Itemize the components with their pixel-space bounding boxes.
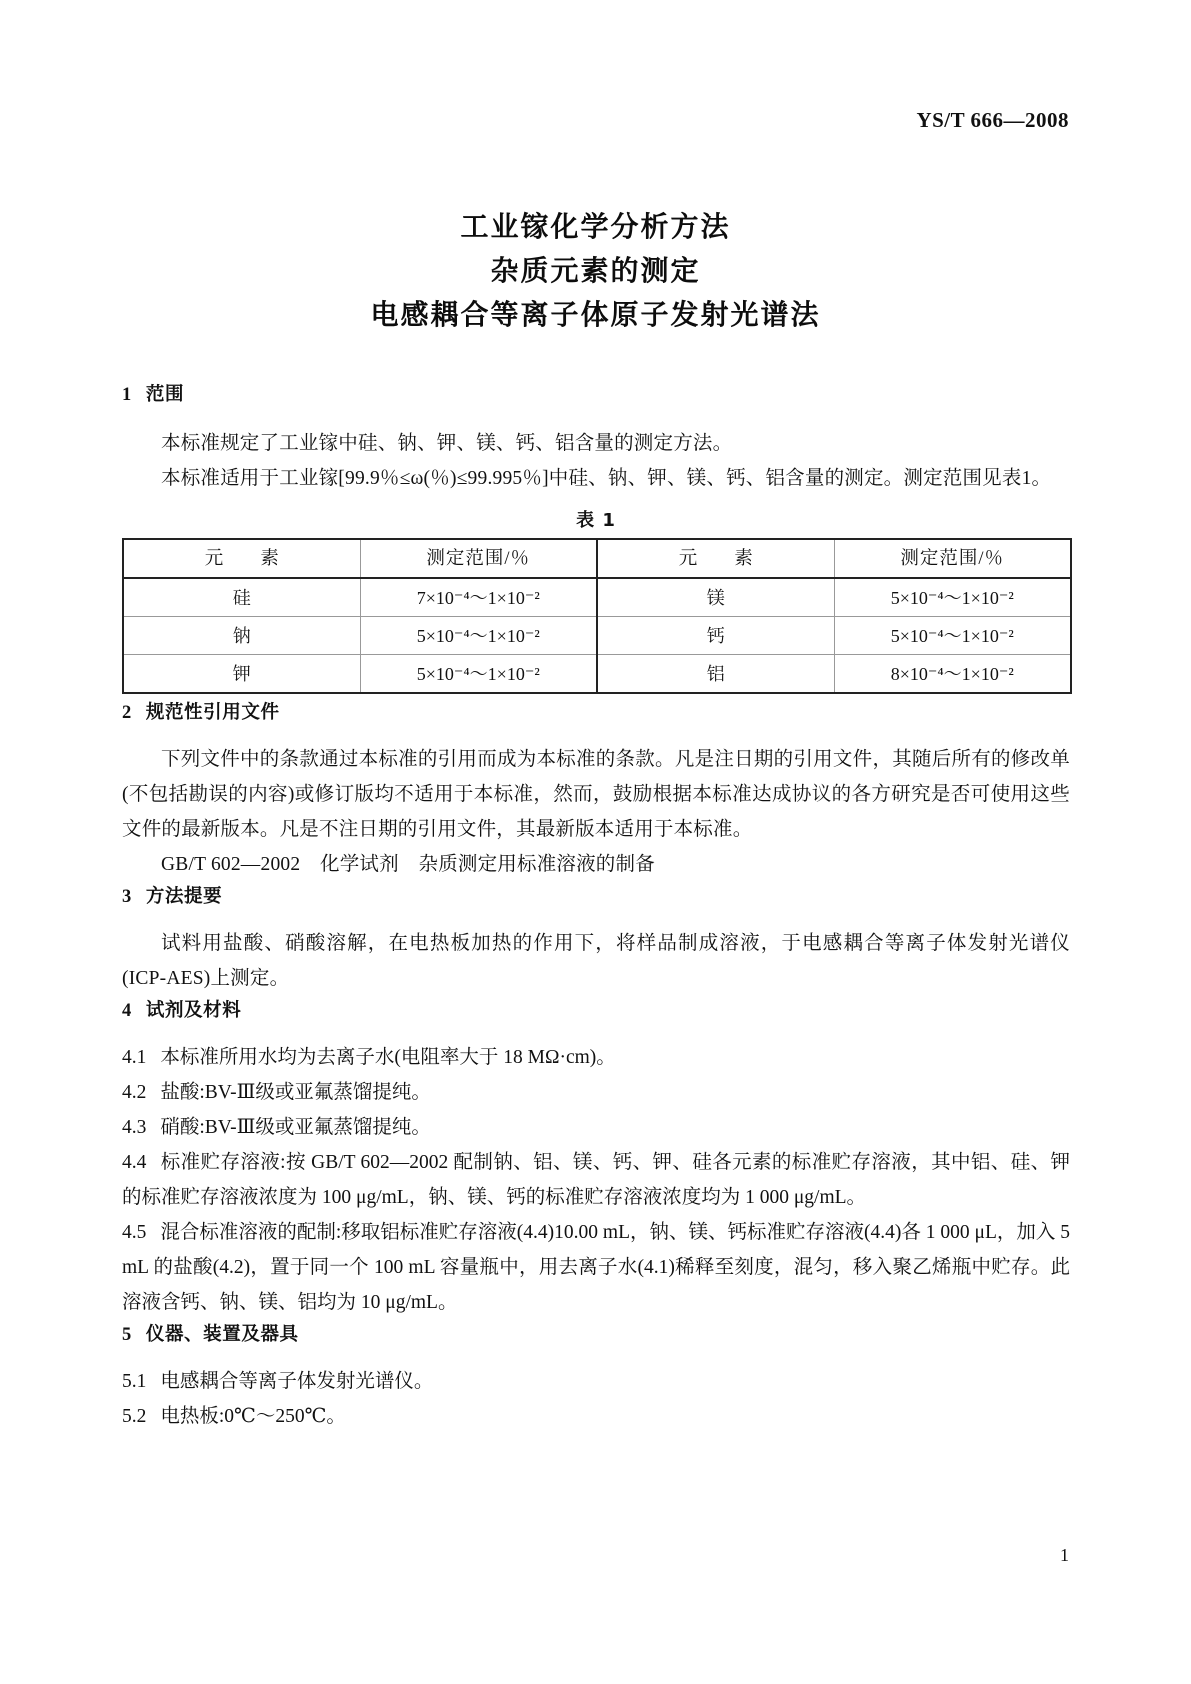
section-number-1: 1 — [122, 385, 132, 405]
table-measurement-ranges — [122, 538, 1072, 694]
clause-text: 电感耦合等离子体发射光谱仪。 — [160, 1371, 434, 1392]
clause-4-1 — [122, 1040, 1070, 1075]
table-row — [123, 655, 1071, 694]
clause-label: 5.2 — [122, 1406, 147, 1427]
table-1-caption: 表 1 — [576, 510, 616, 531]
clause-label: 4.4 — [122, 1152, 147, 1173]
clause-text: 本标准所用水均为去离子水(电阻率大于 18 MΩ·cm)。 — [160, 1047, 616, 1068]
clause-label: 4.2 — [122, 1082, 147, 1103]
section-2-paragraph-1: 下列文件中的条款通过本标准的引用而成为本标准的条款。凡是注日期的引用文件，其随后所有的修改单(不包括勘误的内容)或修订版均不适用于本标准，然而，鼓励根据本标准达成协议的各方研究是否可使用这些文件的最新版本。凡是不注日期的引用文件，其最新版本适用于本标准。 — [122, 749, 1070, 840]
section-heading-4 — [122, 996, 1070, 1026]
clause-4-2 — [122, 1075, 1070, 1110]
document-body — [122, 380, 1070, 1434]
clause-4-3 — [122, 1110, 1070, 1145]
cell-element: 钠 — [123, 617, 360, 655]
table-header-range-right: 测定范围/％ — [834, 539, 1071, 578]
clause-5-1 — [122, 1364, 1070, 1399]
clause-4-5 — [122, 1215, 1070, 1320]
cell-element: 钾 — [123, 655, 360, 694]
clause-text: 硝酸:BV-Ⅲ级或亚氟蒸馏提纯。 — [160, 1117, 431, 1138]
cell-range: 5×10⁻⁴～1×10⁻² — [360, 655, 597, 694]
cell-element: 镁 — [597, 578, 834, 617]
section-1-paragraph-2: 本标准适用于工业镓[99.9％≤ω(％)≤99.995％]中硅、钠、钾、镁、钙、铝含量的测定。测定范围见表1。 — [161, 468, 1052, 489]
section-heading-1 — [122, 380, 1070, 410]
section-2-reference-1: GB/T 602—2002 化学试剂 杂质测定用标准溶液的制备 — [161, 854, 655, 875]
cell-range: 5×10⁻⁴～1×10⁻² — [834, 578, 1071, 617]
section-title-1: 范围 — [145, 384, 185, 405]
table-row — [123, 617, 1071, 655]
clause-5-2 — [122, 1399, 1070, 1434]
clause-label: 4.5 — [122, 1222, 147, 1243]
clause-text: 混合标准溶液的配制:移取铝标准贮存溶液(4.4)10.00 mL，钠、镁、钙标准贮存溶液(4.4)各 1 000 μL，加入 5 mL 的盐酸(4.2)，置于同一个 100 mL 容量瓶中，用去离子水(4.1)稀释至刻度，混匀，移入聚乙烯瓶中贮存。此溶液含钙、钠、镁、铝均为 10 μg/mL。 — [122, 1222, 1070, 1313]
clause-label: 5.1 — [122, 1371, 147, 1392]
title-line-3: 电感耦合等离子体原子发射光谱法 — [370, 298, 821, 331]
clause-label: 4.1 — [122, 1047, 147, 1068]
cell-range: 5×10⁻⁴～1×10⁻² — [834, 617, 1071, 655]
cell-range: 5×10⁻⁴～1×10⁻² — [360, 617, 597, 655]
table-header-element-right: 元 素 — [597, 539, 834, 578]
section-heading-2 — [122, 698, 1070, 728]
section-title-5: 仪器、装置及器具 — [145, 1324, 299, 1345]
section-number-5: 5 — [122, 1325, 132, 1345]
section-number-2: 2 — [122, 703, 132, 723]
title-line-2: 杂质元素的测定 — [490, 254, 701, 287]
section-heading-5 — [122, 1320, 1070, 1350]
running-header-standard-number: YS/T 666—2008 — [916, 108, 1069, 132]
section-number-3: 3 — [122, 887, 132, 907]
cell-element: 钙 — [597, 617, 834, 655]
section-title-3: 方法提要 — [145, 886, 223, 907]
cell-range: 7×10⁻⁴～1×10⁻² — [360, 578, 597, 617]
section-1-paragraph-1: 本标准规定了工业镓中硅、钠、钾、镁、钙、铝含量的测定方法。 — [161, 433, 733, 454]
clause-text: 电热板:0℃～250℃。 — [160, 1406, 346, 1427]
cell-element: 硅 — [123, 578, 360, 617]
clause-4-4 — [122, 1145, 1070, 1215]
section-3-paragraph-1: 试料用盐酸、硝酸溶解，在电热板加热的作用下，将样品制成溶液，于电感耦合等离子体发射光谱仪(ICP-AES)上测定。 — [122, 933, 1070, 989]
table-header-row — [123, 539, 1071, 578]
section-title-4: 试剂及材料 — [145, 1000, 242, 1021]
clause-text: 标准贮存溶液:按 GB/T 602—2002 配制钠、铝、镁、钙、钾、硅各元素的标准贮存溶液，其中铝、硅、钾的标准贮存溶液浓度为 100 μg/mL，钠、镁、钙的标准贮存溶液浓度均为 1 000 μg/mL。 — [122, 1152, 1070, 1208]
table-header-range-left: 测定范围/％ — [360, 539, 597, 578]
page-number: 1 — [1060, 1545, 1069, 1565]
cell-element: 铝 — [597, 655, 834, 694]
table-row — [123, 578, 1071, 617]
document-title — [0, 205, 1191, 337]
title-line-1: 工业镓化学分析方法 — [460, 210, 731, 243]
section-number-4: 4 — [122, 1001, 132, 1021]
section-title-2: 规范性引用文件 — [145, 702, 280, 723]
section-heading-3 — [122, 882, 1070, 912]
cell-range: 8×10⁻⁴～1×10⁻² — [834, 655, 1071, 694]
table-header-element-left: 元 素 — [123, 539, 360, 578]
clause-text: 盐酸:BV-Ⅲ级或亚氟蒸馏提纯。 — [160, 1082, 431, 1103]
clause-label: 4.3 — [122, 1117, 147, 1138]
